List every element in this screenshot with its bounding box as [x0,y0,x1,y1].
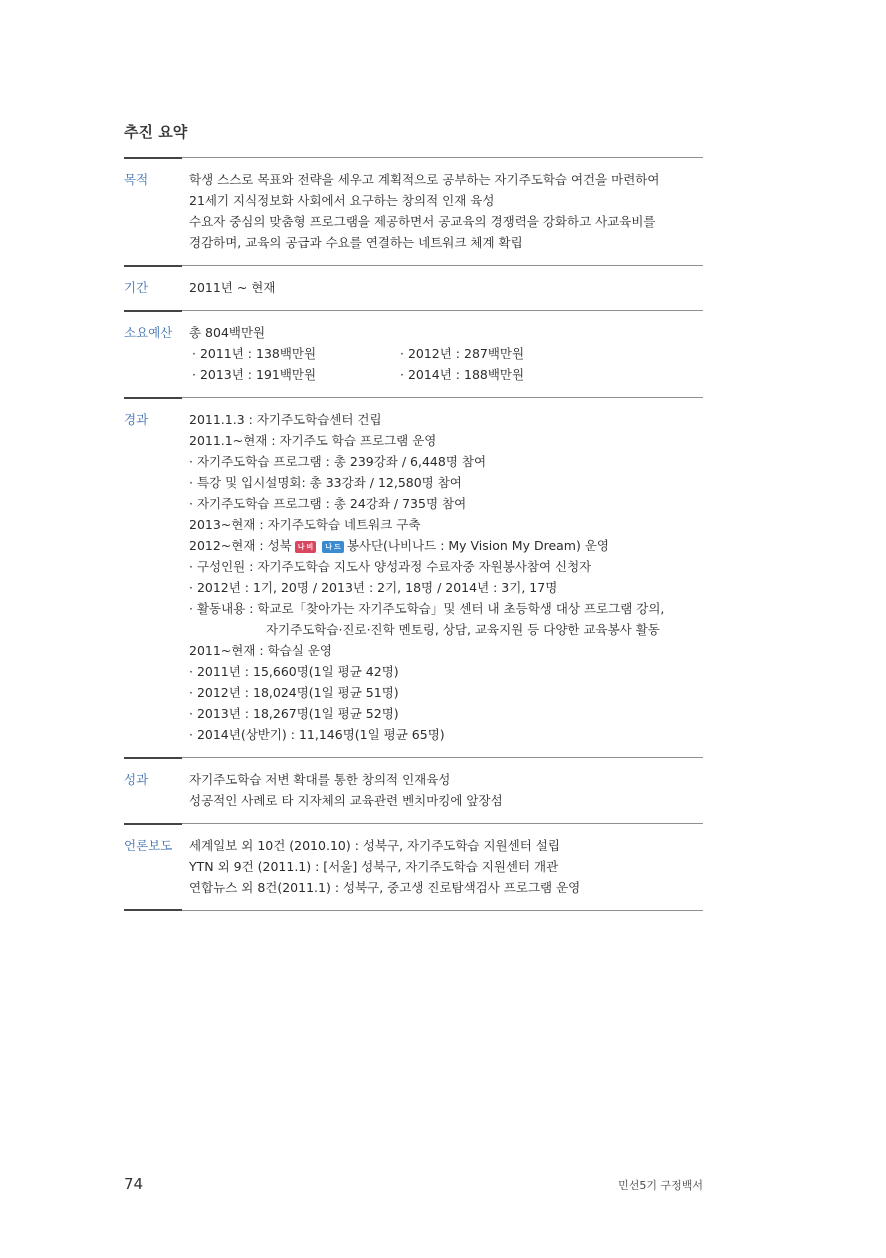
budget-grid-row [189,364,703,385]
logo-char: 나 [325,542,333,551]
progress-line: 2011.1~현재 : 자기주도 학습 프로그램 운영 [189,433,437,448]
press-line: YTN 외 9건 (2011.1) : [서울] 성북구, 자기주도학습 지원센터 개관 [189,859,559,874]
logo-char: 나 [297,542,305,551]
press-line: 연합뉴스 외 8건(2011.1) : 성북구, 중고생 진로탐색검사 프로그램 운영 [189,880,581,895]
summary-table [124,157,703,911]
row-label-press: 언론보도 [124,838,173,853]
nabinad-logo [295,541,317,553]
progress-line: 2013~현재 : 자기주도학습 네트워크 구축 [189,517,421,532]
row-content-purpose [189,158,703,265]
progress-line-suffix: 봉사단(나비나드 : My Vision My Dream) 운영 [346,538,609,553]
results-line: 성공적인 사례로 타 지자체의 교육관련 벤치마킹에 앞장섬 [189,793,503,808]
progress-line: · 2013년 : 18,267명(1일 평균 52명) [189,706,399,721]
section-title: 추진 요약 [124,123,188,141]
row-label-results: 성과 [124,772,149,787]
progress-line: · 2014년(상반기) : 11,146명(1일 평균 65명) [189,727,445,742]
budget-total: 총 804백만원 [189,325,266,340]
purpose-line: 경감하며, 교육의 공급과 수요를 연결하는 네트워크 체계 확립 [189,235,523,250]
book-title: 민선5기 구정백서 [618,1179,703,1192]
progress-line: · 2011년 : 15,660명(1일 평균 42명) [189,664,399,679]
progress-line: · 2012년 : 18,024명(1일 평균 51명) [189,685,399,700]
row-label-period: 기간 [124,280,149,295]
purpose-line: 수요자 중심의 맞춤형 프로그램을 제공하면서 공교육의 경쟁력을 강화하고 사교육비를 [189,214,656,229]
progress-line: · 활동내용 : 학교로「찾아가는 자기주도학습」및 센터 내 초등학생 대상 프로그램 강의, [189,601,665,616]
row-content-progress [189,398,703,757]
progress-line: 2011.1.3 : 자기주도학습센터 건립 [189,412,382,427]
row-results [124,757,703,823]
row-content-budget [189,311,703,397]
row-label-purpose: 목적 [124,172,149,187]
progress-line: · 자기주도학습 프로그램 : 총 24강좌 / 735명 참여 [189,496,467,511]
row-label-progress: 경과 [124,412,149,427]
budget-grid-row [189,343,703,364]
row-purpose [124,157,703,265]
row-content-results [189,758,703,823]
progress-line-prefix: 2012~현재 : 성북 [189,538,292,553]
budget-item: · 2012년 : 287백만원 [400,346,525,361]
progress-line [189,535,703,556]
row-budget [124,310,703,397]
row-period [124,265,703,310]
progress-line: 2011~현재 : 학습실 운영 [189,643,332,658]
purpose-line: 21세기 지식정보화 사회에서 요구하는 창의적 인재 육성 [189,193,495,208]
row-content-period [189,266,703,310]
page-number: 74 [124,1175,144,1193]
press-line: 세계일보 외 10건 (2010.10) : 성북구, 자기주도학습 지원센터 설립 [189,838,560,853]
logo-char: 드 [334,542,341,551]
row-content-press [189,824,703,910]
row-press [124,823,703,911]
progress-line: 자기주도학습·진로·진학 멘토링, 상담, 교육지원 등 다양한 교육봉사 활동 [266,622,660,637]
progress-line: · 자기주도학습 프로그램 : 총 239강좌 / 6,448명 참여 [189,454,487,469]
budget-item: · 2013년 : 191백만원 [192,367,317,382]
progress-line: · 구성인원 : 자기주도학습 지도사 양성과정 수료자중 자원봉사참여 신청자 [189,559,592,574]
progress-line: · 2012년 : 1기, 20명 / 2013년 : 2기, 18명 / 2014년 : 3기, 17명 [189,580,558,595]
row-progress [124,397,703,757]
budget-item: · 2014년 : 188백만원 [400,367,525,382]
progress-line: · 특강 및 입시설명회: 총 33강좌 / 12,580명 참여 [189,475,462,490]
logo-char: 비 [306,542,314,551]
period-text: 2011년 ~ 현재 [189,280,276,295]
row-label-budget: 소요예산 [124,325,173,340]
results-line: 자기주도학습 저변 확대를 통한 창의적 인재육성 [189,772,451,787]
purpose-line: 학생 스스로 목표와 전략을 세우고 계획적으로 공부하는 자기주도학습 여건을 마련하여 [189,172,660,187]
budget-item: · 2011년 : 138백만원 [192,346,317,361]
nabinad-logo-part [322,541,344,553]
